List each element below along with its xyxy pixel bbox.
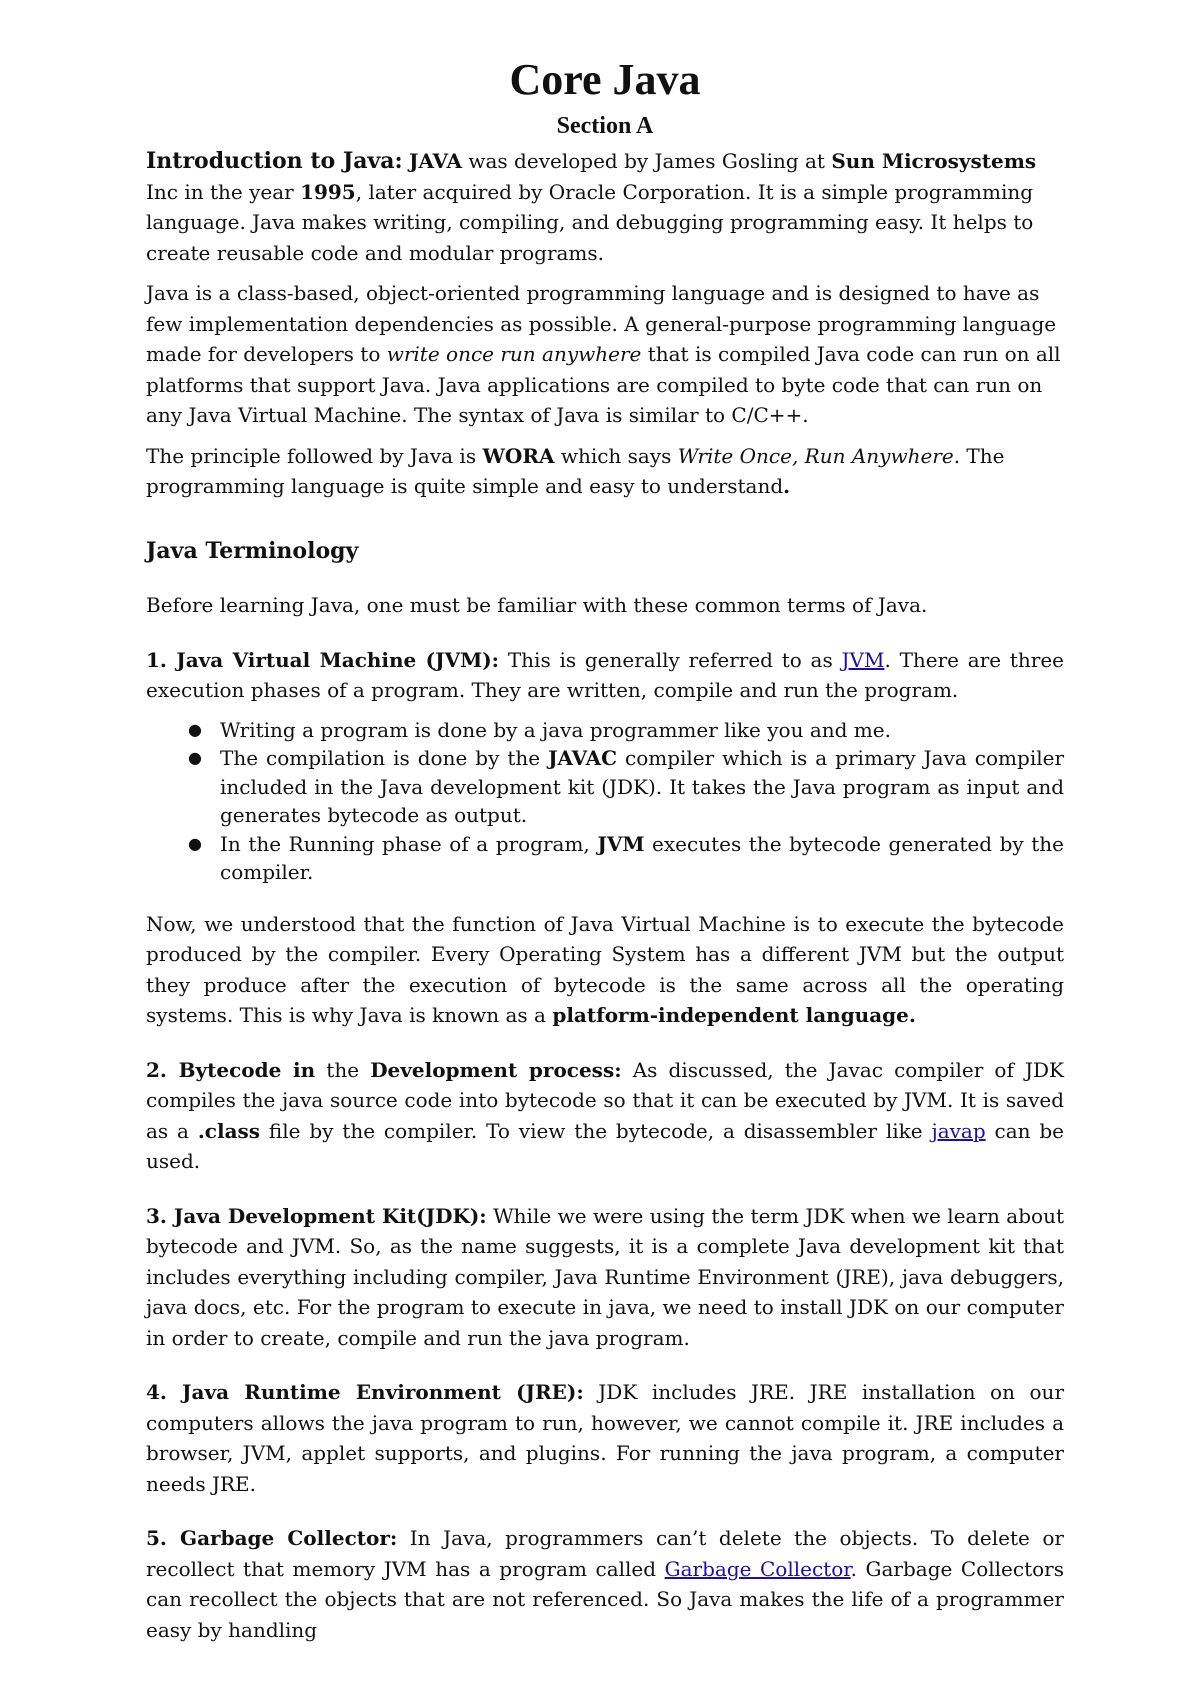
- section-heading-terminology: Java Terminology: [146, 537, 359, 564]
- wora-italic: Write Once, Run Anywhere: [677, 443, 954, 468]
- term-bytecode-label: 2. Bytecode in: [146, 1057, 316, 1082]
- write-once-italic: write once run anywhere: [386, 342, 642, 366]
- term-jdk: 3. Java Development Kit(JDK): While we were using the term JDK when we learn about bytecode and JVM. So, as the name suggests, it is a complete Java development kit that includes everything including compiler, Java Runtime Environment (JRE), java debuggers, java docs, etc. For the program to execute in java, we need to install JDK on our computer in order to create, compile and run the java program.: [146, 1203, 1064, 1350]
- list-item: ● In the Running phase of a program, JVM executes the bytecode generated by the compiler.: [188, 831, 1065, 884]
- term-jvm: 1. Java Virtual Machine (JVM): This is generally referred to as JVM. There are three execution phases of a program. They are written, compile and run the program.: [146, 647, 1064, 702]
- wora-bold: WORA: [482, 443, 555, 468]
- list-item: ● Writing a program is done by a java programmer like you and me.: [220, 716, 1064, 745]
- platform-independent-bold: platform-independent language.: [552, 1003, 916, 1027]
- java-bold: JAVA: [409, 149, 463, 173]
- jvm-link[interactable]: JVM: [841, 647, 885, 672]
- intro-paragraph-3: The principle followed by Java is WORA which says Write Once, Run Anywhere. The programming language is quite simple and easy to understand.: [146, 443, 1005, 498]
- term-bytecode: 2. Bytecode in the Development process: As discussed, the Javac compiler of JDK compiles the java source code into bytecode so that it can be executed by JVM. It is saved as a .class file by the compiler. To view the bytecode, a disassembler like javap can be used.: [146, 1057, 1065, 1173]
- sun-microsystems-bold: Sun Microsystems: [831, 149, 1037, 173]
- term-jdk-label: 3. Java Development Kit(JDK):: [146, 1203, 487, 1228]
- jvm-phases-list: [146, 716, 1064, 887]
- bullet-icon: ●: [188, 833, 202, 853]
- garbage-collector-link[interactable]: Garbage Collector: [664, 1556, 851, 1581]
- page-title: Core Java: [509, 55, 701, 104]
- term-garbage-collector: 5. Garbage Collector: In Java, programmers can’t delete the objects. To delete or recollect that memory JVM has a program called Garbage Collector. Garbage Collectors can recollect the objects that are not referenced. So Java makes the life of a programmer easy by handling: [146, 1526, 1064, 1642]
- bullet-icon: ●: [188, 748, 202, 767]
- intro-paragraph-2: Java is a class-based, object-oriented programming language and is designed to have as few implementation dependencies as possible. A general-purpose programming language made for developers to write once run anywhere that is compiled Java code can run on all platforms that support Java. Java applications are compiled to byte code that can run on any Java Virtual Machine. The syntax of Java is similar to C/C++.: [146, 281, 1061, 427]
- year-bold: 1995: [300, 179, 356, 204]
- javap-link[interactable]: javap: [931, 1118, 986, 1143]
- intro-label: Introduction to Java:: [146, 148, 403, 174]
- term-jvm-label: 1. Java Virtual Machine (JVM):: [146, 647, 500, 672]
- platform-independence-paragraph: Now, we understood that the function of Java Virtual Machine is to execute the bytecode produced by the compiler. Every Operating System has a different JVM but the output they produce after the execution of bytecode is the same across all the operating systems. This is why Java is known as a platform-independent language.: [146, 911, 1064, 1027]
- document-page: [146, 50, 1064, 1669]
- term-jre-label: 4. Java Runtime Environment (JRE):: [146, 1380, 584, 1404]
- bullet-icon: ●: [188, 719, 202, 739]
- term-gc-label: 5. Garbage Collector:: [146, 1526, 398, 1550]
- intro-paragraph-1: Introduction to Java: JAVA was developed by James Gosling at Sun Microsystems Inc in the year 1995, later acquired by Oracle Corporation. It is a simple programming language. Java makes writing, compiling, and debugging programming easy. It helps to create reusable code and modular programs.: [146, 148, 1037, 265]
- term-jre: 4. Java Runtime Environment (JRE): JDK includes JRE. JRE installation on our computers allows the java program to run, however, we cannot compile it. JRE includes a browser, JVM, applet supports, and plugins. For running the java program, a computer needs JRE.: [146, 1380, 1065, 1496]
- list-item: ● The compilation is done by the JAVAC compiler which is a primary Java compiler included in the Java development kit (JDK). It takes the Java program as input and generates bytecode as output.: [188, 746, 1065, 827]
- section-subtitle: Section A: [556, 113, 654, 139]
- terminology-lead: Before learning Java, one must be familiar with these common terms of Java.: [146, 593, 928, 617]
